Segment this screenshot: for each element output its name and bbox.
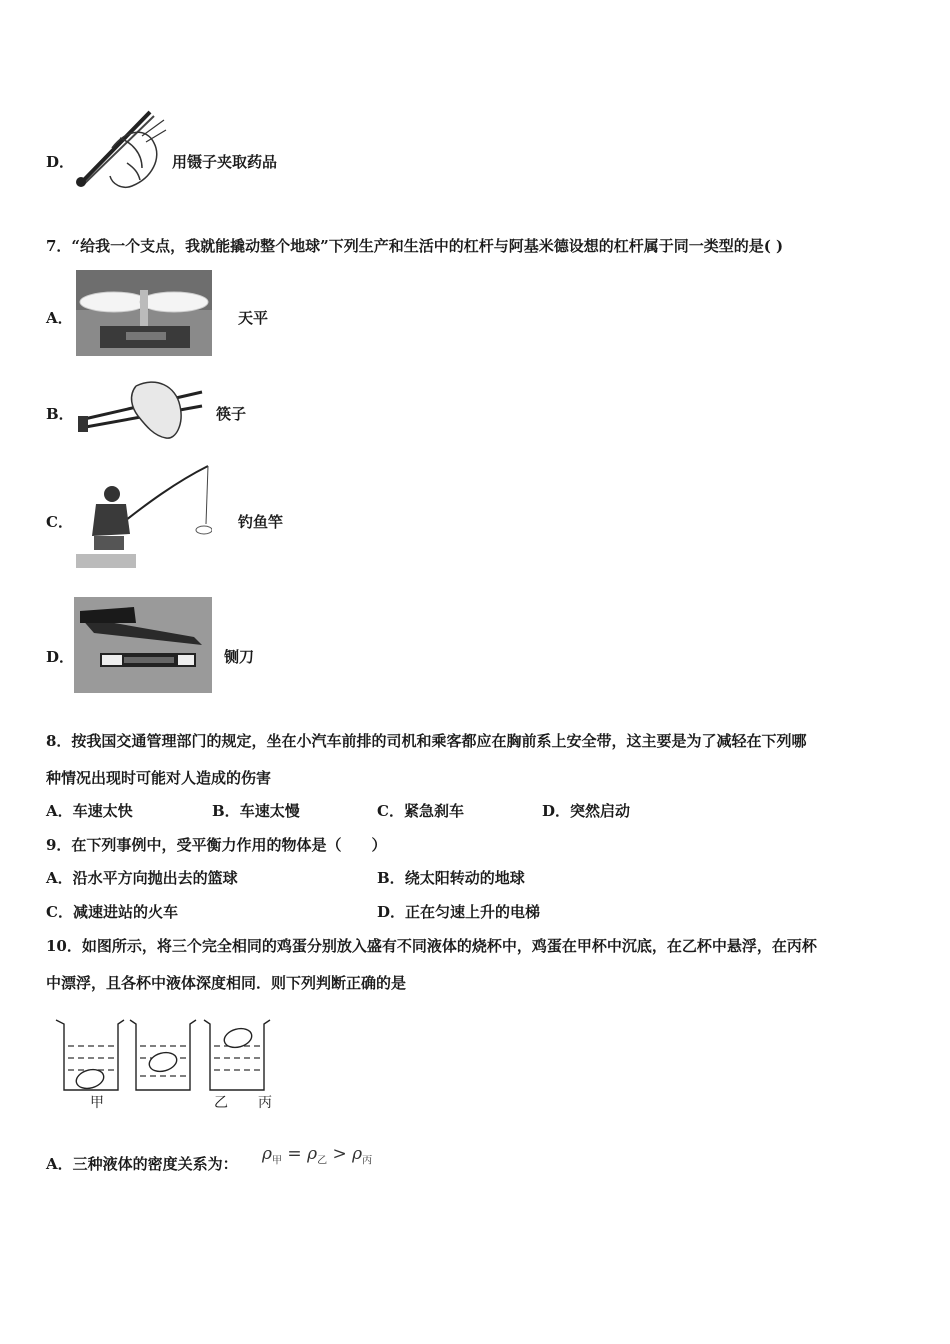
q7-option-a-label: A． bbox=[46, 309, 73, 327]
q7-option-c-text: 钓鱼竿 bbox=[238, 513, 284, 531]
egg-beaker-3 bbox=[222, 1026, 254, 1051]
q8-stem-line2: 种情况出现时可能对人造成的伤害 bbox=[46, 769, 272, 787]
tweezers-image bbox=[72, 108, 168, 192]
beakers-diagram bbox=[52, 1016, 282, 1116]
q6-option-d-label: D． bbox=[46, 153, 75, 171]
q9-stem: 9．在下列事例中，受平衡力作用的物体是（ ） bbox=[46, 836, 387, 854]
q10-stem-line2: 中漂浮，且各杯中液体深度相同．则下列判断正确的是 bbox=[46, 974, 407, 992]
q6-option-d-text: 用镊子夹取药品 bbox=[172, 153, 278, 171]
q9-option-b: B．绕太阳转动的地球 bbox=[377, 869, 525, 887]
q7-stem: 7．“给我一个支点，我就能撬动整个地球”下列生产和生活中的杠杆与阿基米德设想的杠杆属于同一类型的是( ) bbox=[46, 237, 784, 255]
q7-option-b-text: 筷子 bbox=[216, 405, 247, 423]
q7-option-d-text: 铡刀 bbox=[224, 648, 255, 666]
q9-option-d: D．正在匀速上升的电梯 bbox=[377, 903, 541, 921]
q7-option-b-label: B． bbox=[46, 405, 74, 423]
q8-stem-line1: 8．按我国交通管理部门的规定，坐在小汽车前排的司机和乘客都应在胸前系上安全带，这主要是为了减轻在下列哪 bbox=[46, 732, 807, 750]
density-formula: $\rho_甲 = \rho_乙 > \rho_丙$ bbox=[262, 1144, 373, 1167]
beaker-label-yi: 乙 bbox=[214, 1095, 228, 1111]
q8-option-b: B．车速太慢 bbox=[212, 802, 300, 820]
q8-option-a: A．车速太快 bbox=[46, 802, 133, 820]
q8-option-d: D．突然启动 bbox=[542, 802, 631, 820]
q8-option-c: C．紧急刹车 bbox=[377, 802, 464, 820]
chopsticks-image bbox=[76, 376, 206, 442]
q9-option-c: C．减速进站的火车 bbox=[46, 903, 178, 921]
balance-scale-image bbox=[76, 270, 212, 356]
q9-option-a: A．沿水平方向抛出去的篮球 bbox=[46, 869, 238, 887]
q7-option-c-label: C． bbox=[46, 513, 73, 531]
fishing-rod-image bbox=[76, 464, 212, 568]
beaker-label-bing: 丙 bbox=[258, 1095, 272, 1111]
beaker-label-jia: 甲 bbox=[90, 1095, 104, 1111]
q7-option-d-label: D． bbox=[46, 648, 75, 666]
q7-option-a-text: 天平 bbox=[238, 309, 269, 327]
q10-option-a: A．三种液体的密度关系为： bbox=[46, 1155, 238, 1173]
guillotine-cutter-image bbox=[74, 597, 212, 693]
egg-beaker-2 bbox=[147, 1050, 179, 1075]
q10-stem-line1: 10．如图所示，将三个完全相同的鸡蛋分别放入盛有不同液体的烧杯中，鸡蛋在甲杯中沉底，在乙杯中悬浮，在丙杯 bbox=[46, 937, 817, 955]
